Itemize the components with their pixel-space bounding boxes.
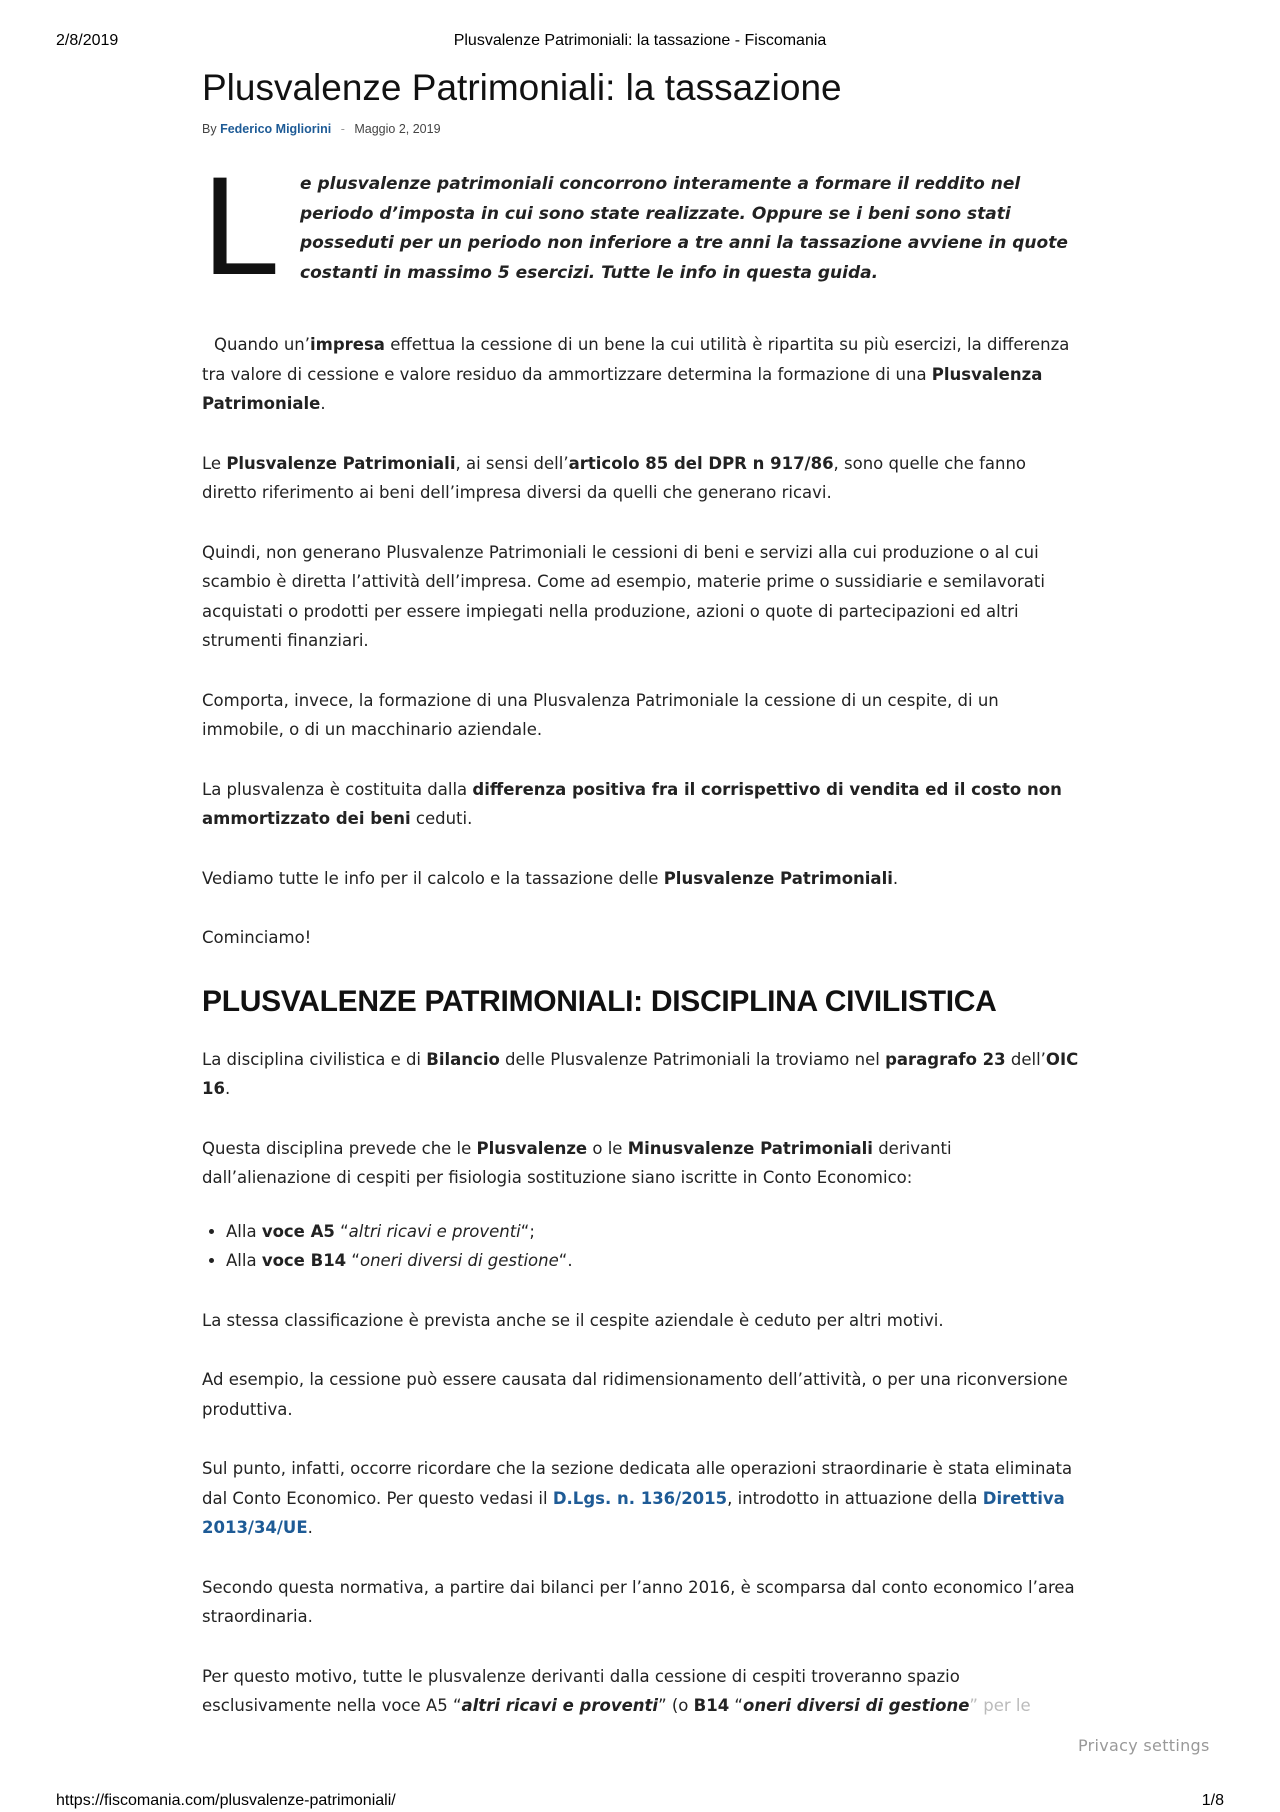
author-link[interactable]: Federico Migliorini <box>220 122 332 136</box>
text: “ <box>346 1251 360 1270</box>
bold-text: impresa <box>310 335 385 354</box>
bold-text: voce B14 <box>261 1251 347 1270</box>
dropcap: L <box>202 147 280 304</box>
text: “. <box>558 1251 573 1270</box>
paragraph <box>202 775 1082 834</box>
dlgs-link[interactable]: D.Lgs. n. 136/2015 <box>552 1488 728 1508</box>
italic-text: oneri diversi di gestione <box>359 1251 559 1270</box>
bold-text: paragrafo 23 <box>885 1049 1006 1069</box>
text: ” (o <box>658 1696 694 1715</box>
article <box>202 60 1082 1751</box>
paragraph <box>202 864 1082 894</box>
text: derivanti dall’alienazione di cespiti per fisiologia sostituzione siano iscritte in Conto Economico: <box>202 1138 952 1187</box>
paragraph <box>202 1045 1082 1104</box>
bold-text: Plusvalenze <box>476 1138 588 1158</box>
section-heading: PLUSVALENZE PATRIMONIALI: DISCIPLINA CIVILISTICA <box>202 984 997 1018</box>
privacy-settings-button[interactable]: Privacy settings <box>1078 1736 1210 1755</box>
text: ” per le <box>969 1696 1031 1715</box>
text: La disciplina civilistica e di <box>202 1049 427 1069</box>
text: “ <box>729 1696 743 1715</box>
print-footer <box>0 1792 1280 1812</box>
paragraph: Secondo questa normativa, a partire dai bilanci per l’anno 2016, è scomparsa dal conto economico l’area straordinaria. <box>202 1577 1075 1626</box>
bold-text: Minusvalenze Patrimoniali <box>627 1138 873 1158</box>
text: Per questo motivo, tutte le plusvalenze derivanti dalla cessione di cespiti troveranno spazio esclusivamente nella voce A5 “ <box>202 1666 960 1715</box>
text: , sono quelle che fanno diretto riferimento ai beni dell’impresa diversi da quelli che generano ricavi. <box>202 453 1027 502</box>
text: dell’ <box>1005 1049 1046 1069</box>
bold-text: voce A5 <box>261 1221 335 1241</box>
paragraph <box>202 1662 1082 1721</box>
print-date: 2/8/2019 <box>56 32 119 49</box>
lead-paragraph <box>202 147 1082 304</box>
text: “ <box>334 1221 349 1241</box>
italic-text: altri ricavi e proventi <box>348 1221 521 1241</box>
bold-italic-text: altri ricavi e proventi <box>461 1696 659 1715</box>
text: delle Plusvalenze Patrimoniali la troviamo nel <box>499 1049 886 1069</box>
bold-text: differenza positiva fra il corrispettivo di vendita ed il costo non ammortizzato dei beni <box>202 779 1062 828</box>
list-item <box>226 1246 1082 1276</box>
text: , ai sensi dell’ <box>455 453 569 473</box>
article-body <box>202 330 1082 1721</box>
bold-text: Plusvalenze Patrimoniali <box>663 868 893 888</box>
bold-text: articolo 85 del DPR n 917/86 <box>568 453 834 473</box>
article-date: Maggio 2, 2019 <box>354 122 441 136</box>
byline-prefix: By <box>202 122 217 136</box>
text: . <box>224 1079 231 1098</box>
text: Alla <box>226 1221 262 1241</box>
paragraph <box>202 1454 1082 1543</box>
text: effettua la cessione di un bene la cui utilità è ripartita su più esercizi, la differenza tra valore di cessione e valore residuo da ammortizzare determina la formazione di una <box>202 335 1070 384</box>
paragraph <box>202 1134 1082 1193</box>
print-url: https://fiscomania.com/plusvalenze-patrimoniali/ <box>56 1792 396 1809</box>
paragraph: Cominciamo! <box>202 928 312 947</box>
bold-text: Bilancio <box>426 1049 500 1069</box>
bold-italic-text: oneri diversi di gestione <box>742 1696 970 1715</box>
text: ceduti. <box>410 809 473 828</box>
text: . <box>307 1518 313 1537</box>
text: La plusvalenza è costituita dalla <box>202 779 473 799</box>
list-item <box>226 1217 1082 1247</box>
paragraph <box>202 449 1082 508</box>
bold-text: Plusvalenza Patrimoniale <box>202 364 1043 413</box>
text: Vediamo tutte le info per il calcolo e la tassazione delle <box>202 868 664 888</box>
text: Quando un’ <box>214 335 310 354</box>
bold-text: B14 <box>693 1696 730 1715</box>
bold-text: Plusvalenze Patrimoniali <box>226 453 456 473</box>
print-page-number: 1/8 <box>1201 1792 1224 1809</box>
text: Alla <box>226 1251 262 1270</box>
text: , introdotto in attuazione della <box>727 1488 983 1508</box>
paragraph: La stessa classificazione è prevista anche se il cespite aziendale è ceduto per altri motivi. <box>202 1310 944 1330</box>
text: Le <box>202 453 227 473</box>
text: o le <box>587 1138 628 1158</box>
print-page-title: Plusvalenze Patrimoniali: la tassazione - Fiscomania <box>453 32 827 49</box>
text: Questa disciplina prevede che le <box>202 1138 477 1158</box>
voci-list <box>202 1217 1082 1276</box>
paragraph: Ad esempio, la cessione può essere causata dal ridimensionamento dell’attività, o per una riconversione produttiva. <box>202 1370 1068 1419</box>
lead-text: e plusvalenze patrimoniali concorrono interamente a formare il reddito nel periodo d’imposta in cui sono state realizzate. Oppure se i beni sono stati posseduti per un periodo non inferiore a tre anni la tassazione avviene in quote costanti in massimo 5 esercizi. Tutte le info in questa guida. <box>300 174 1068 283</box>
text: . <box>320 394 326 413</box>
text: “; <box>520 1221 535 1241</box>
print-header <box>0 32 1280 52</box>
text: . <box>892 868 899 888</box>
byline <box>202 122 1082 140</box>
paragraph: Comporta, invece, la formazione di una Plusvalenza Patrimoniale la cessione di un cespite, di un immobile, o di un macchinario aziendale. <box>202 690 999 739</box>
article-title: Plusvalenze Patrimoniali: la tassazione <box>202 67 842 108</box>
direttiva-link[interactable]: Direttiva 2013/34/UE <box>202 1488 1065 1537</box>
paragraph <box>202 330 1082 419</box>
paragraph: Quindi, non generano Plusvalenze Patrimoniali le cessioni di beni e servizi alla cui produzione o al cui scambio è diretta l’attività dell’impresa. Come ad esempio, materie prime o sussidiarie e semilavorati acquistati o prodotti per essere impiegati nella produzione, azioni o quote di partecipazioni ed altri strumenti finanziari. <box>202 542 1045 650</box>
bold-text: OIC 16 <box>202 1049 1079 1098</box>
byline-separator: - <box>340 122 345 136</box>
text: Sul punto, infatti, occorre ricordare che la sezione dedicata alle operazioni straordinarie è stata eliminata dal Conto Economico. Per questo vedasi il <box>202 1459 1073 1508</box>
